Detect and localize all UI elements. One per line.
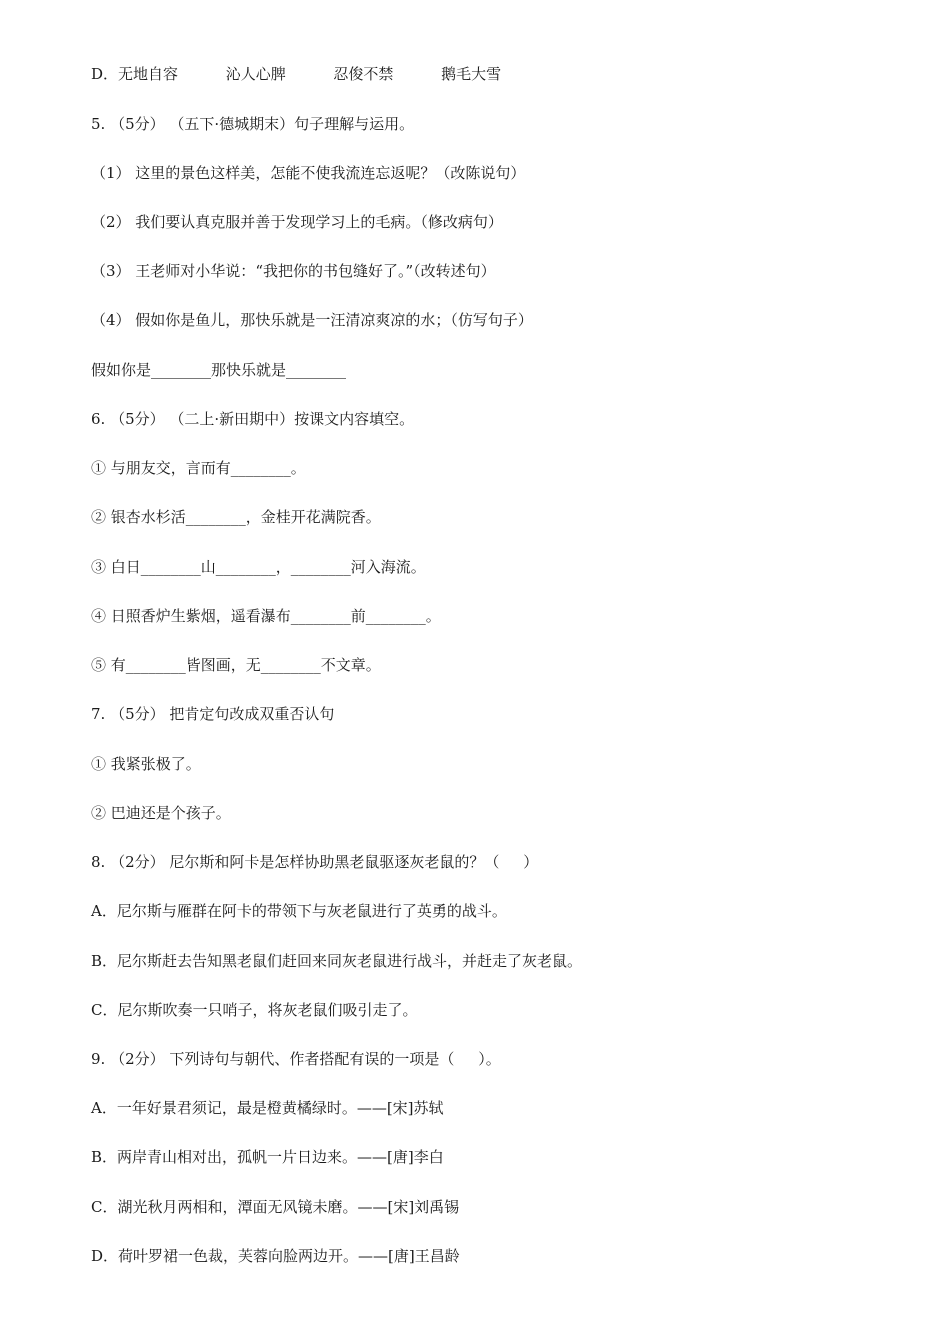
q8-heading: 8. （2分） 尼尔斯和阿卡是怎样协助黑老鼠驱逐灰老鼠的？（ ） xyxy=(91,853,539,871)
q9-option-d: D．荷叶罗裙一色裁，芙蓉向脸两边开。——[唐]王昌龄 xyxy=(91,1247,460,1265)
q9-option-b: B．两岸青山相对出，孤帆一片日边来。——[唐]李白 xyxy=(91,1148,444,1166)
q6-item-4: ④ 日照香炉生紫烟，遥看瀑布________前________。 xyxy=(91,607,441,625)
q5-heading: 5. （5分） （五下·德城期末）句子理解与运用。 xyxy=(91,115,415,133)
q5-sub-2: （2） 我们要认真克服并善于发现学习上的毛病。（修改病句） xyxy=(91,213,503,231)
q8-option-a: A．尼尔斯与雁群在阿卡的带领下与灰老鼠进行了英勇的战斗。 xyxy=(91,902,507,920)
q6-item-1: ① 与朋友交，言而有________。 xyxy=(91,459,306,477)
q4-option-d: D．无地自容 沁人心脾 忍俊不禁 鹅毛大雪 xyxy=(91,65,502,83)
q7-item-2: ② 巴迪还是个孩子。 xyxy=(91,804,231,822)
q7-heading: 7. （5分） 把肯定句改成双重否认句 xyxy=(91,705,335,723)
q5-sub-4: （4） 假如你是鱼儿，那快乐就是一汪清凉爽凉的水；（仿写句子） xyxy=(91,311,533,329)
q6-item-3: ③ 白日________山________，________河入海流。 xyxy=(91,558,426,576)
q5-sub-4-blank: 假如你是________那快乐就是________ xyxy=(91,361,347,379)
q6-heading: 6. （5分） （二上·新田期中）按课文内容填空。 xyxy=(91,410,415,428)
q7-item-1: ① 我紧张极了。 xyxy=(91,755,201,773)
q9-option-c: C．湖光秋月两相和，潭面无风镜未磨。——[宋]刘禹锡 xyxy=(91,1198,460,1216)
q9-heading: 9. （2分） 下列诗句与朝代、作者搭配有误的一项是（ ）。 xyxy=(91,1050,501,1068)
q6-item-2: ② 银杏水杉活________，金桂开花满院香。 xyxy=(91,508,381,526)
q5-sub-1: （1） 这里的景色这样美，怎能不使我流连忘返呢？（改陈说句） xyxy=(91,164,526,182)
q8-option-b: B．尼尔斯赶去告知黑老鼠们赶回来同灰老鼠进行战斗，并赶走了灰老鼠。 xyxy=(91,952,583,970)
q9-option-a: A．一年好景君须记，最是橙黄橘绿时。——[宋]苏轼 xyxy=(91,1099,444,1117)
q6-item-5: ⑤ 有________皆图画，无________不文章。 xyxy=(91,656,381,674)
q8-option-c: C．尼尔斯吹奏一只哨子，将灰老鼠们吸引走了。 xyxy=(91,1001,418,1019)
q5-sub-3: （3） 王老师对小华说：“我把你的书包缝好了。”（改转述句） xyxy=(91,262,496,280)
